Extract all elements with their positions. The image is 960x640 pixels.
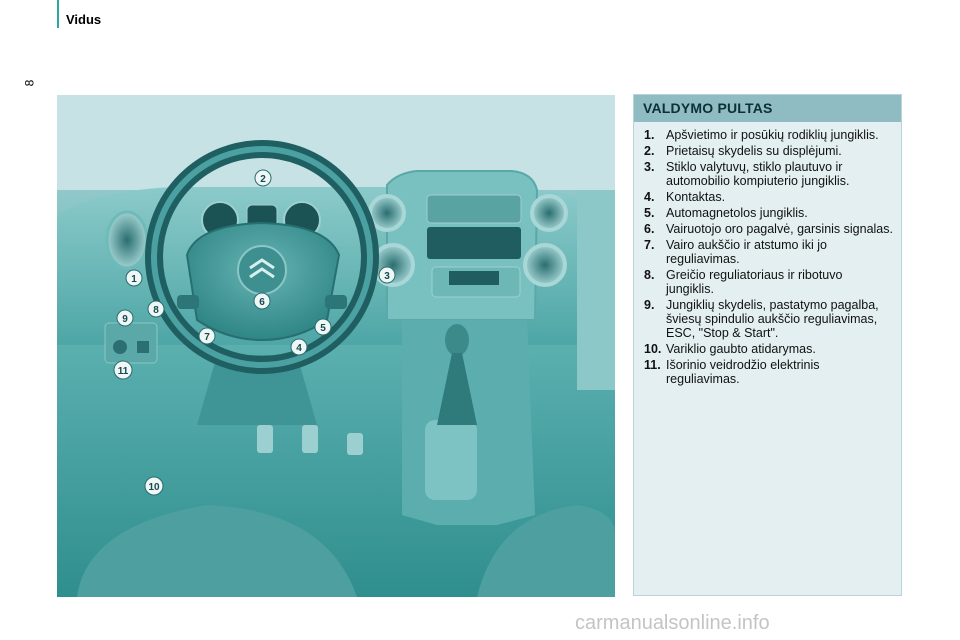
dashboard-illustration	[57, 95, 615, 597]
callout-7	[199, 328, 215, 344]
panel-title: VALDYMO PULTAS	[634, 95, 901, 122]
callout-9	[117, 310, 133, 326]
dashboard-drawing	[57, 95, 615, 597]
item-text: Jungiklių skydelis, pastatymo pagalba, šviesų spindulio aukščio reguliavimas, ESC, "Stop & Start".	[666, 298, 879, 340]
item-number: 3.	[644, 160, 655, 174]
item-text: Prietaisų skydelis su displėjumi.	[666, 144, 842, 158]
list-item	[644, 128, 893, 142]
list-item	[644, 144, 893, 158]
svg-text:2: 2	[260, 174, 266, 185]
item-text: Vairo aukščio ir atstumo iki jo reguliavimas.	[666, 238, 827, 266]
svg-text:3: 3	[384, 271, 390, 282]
item-text: Kontaktas.	[666, 190, 726, 204]
list-item	[644, 190, 893, 204]
section-title: Vidus	[66, 12, 102, 27]
callout-10	[145, 477, 163, 495]
controls-panel	[633, 94, 902, 596]
callout-8	[148, 301, 164, 317]
svg-text:5: 5	[320, 323, 326, 334]
callout-2	[255, 170, 271, 186]
item-text: Greičio reguliatoriaus ir ribotuvo jungiklis.	[666, 268, 843, 296]
svg-text:10: 10	[148, 482, 160, 493]
item-number: 5.	[644, 206, 655, 220]
item-number: 7.	[644, 238, 655, 252]
callout-6	[254, 293, 270, 309]
page-number: 8	[22, 79, 37, 87]
list-item	[644, 342, 893, 356]
item-number: 9.	[644, 298, 655, 312]
item-text: Automagnetolos jungiklis.	[666, 206, 808, 220]
watermark-text: carmanualsonline.info	[575, 612, 770, 634]
list-item	[644, 206, 893, 220]
list-item	[644, 160, 893, 188]
header-accent-bar	[57, 0, 59, 28]
svg-text:11: 11	[117, 366, 129, 377]
item-number: 4.	[644, 190, 655, 204]
item-text: Apšvietimo ir posūkių rodiklių jungiklis.	[666, 128, 879, 142]
svg-text:4: 4	[296, 343, 302, 354]
item-text: Stiklo valytuvų, stiklo plautuvo ir automobilio kompiuterio jungiklis.	[666, 160, 850, 188]
controls-list	[634, 122, 901, 386]
callout-4	[291, 339, 307, 355]
svg-text:9: 9	[122, 314, 128, 325]
callout-11	[114, 361, 132, 379]
item-number: 6.	[644, 222, 655, 236]
svg-text:1: 1	[131, 274, 137, 285]
list-item	[644, 238, 893, 266]
item-text: Vairuotojo oro pagalvė, garsinis signalas.	[666, 222, 893, 236]
item-number: 11.	[644, 358, 661, 372]
callout-1	[126, 270, 142, 286]
svg-text:6: 6	[259, 297, 265, 308]
svg-text:8: 8	[153, 305, 159, 316]
list-item	[644, 268, 893, 296]
callout-5	[315, 319, 331, 335]
svg-text:7: 7	[204, 332, 210, 343]
item-text: Išorinio veidrodžio elektrinis reguliavimas.	[666, 358, 820, 386]
item-number: 8.	[644, 268, 655, 282]
list-item	[644, 222, 893, 236]
callout-3	[379, 267, 395, 283]
item-text: Variklio gaubto atidarymas.	[666, 342, 816, 356]
item-number: 1.	[644, 128, 655, 142]
item-number: 10.	[644, 342, 662, 356]
item-number: 2.	[644, 144, 655, 158]
list-item	[644, 298, 893, 340]
list-item	[644, 358, 893, 386]
